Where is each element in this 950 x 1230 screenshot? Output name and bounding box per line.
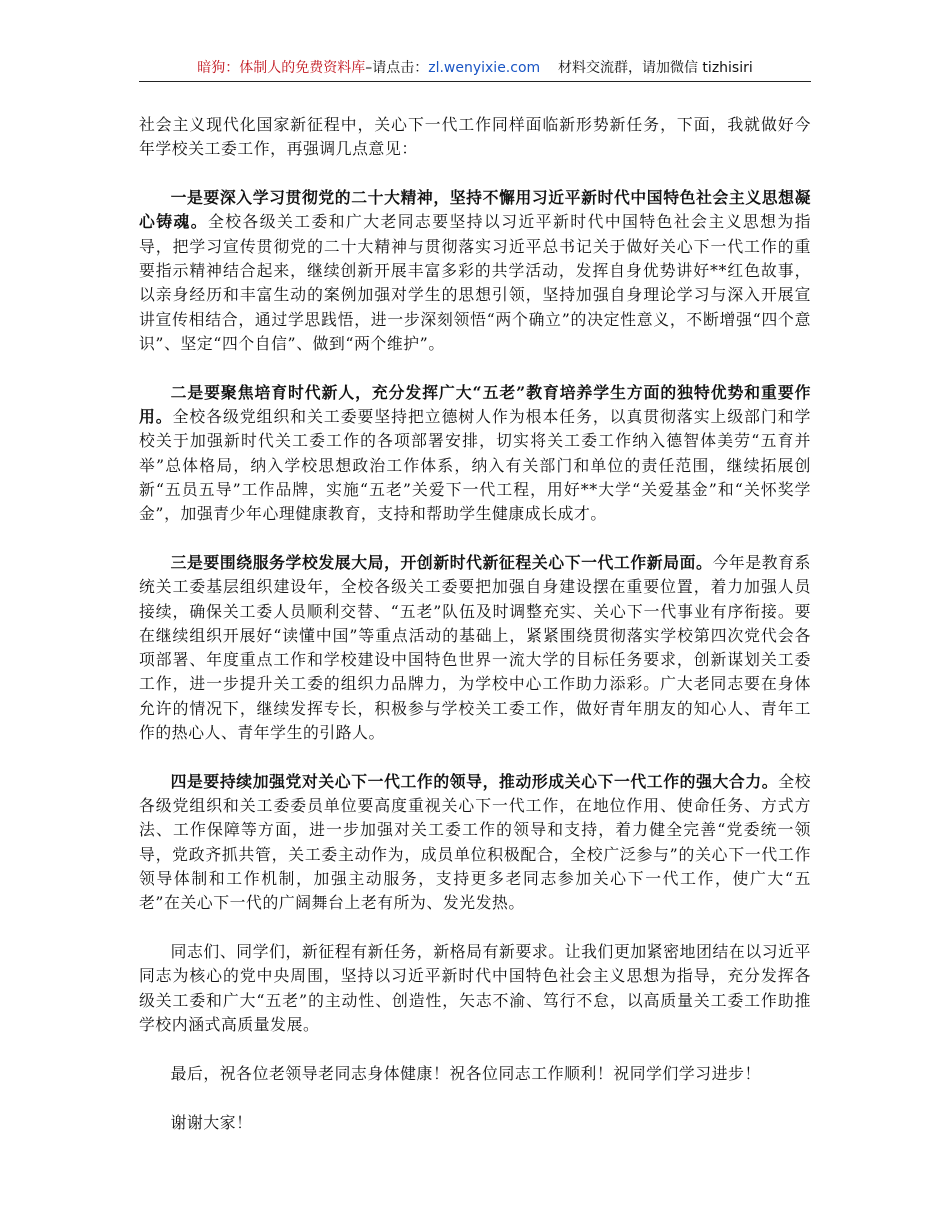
point-3-lead: 三是要围绕服务学校发展大局，开创新时代新征程关心下一代工作新局面。 [170,552,713,572]
header-contact [540,60,753,76]
point-1-lead: 一是要深入学习贯彻党的二十大精神，坚持不懈用习近平新时代中国特色社会主义思想凝心铸魂。 [139,188,811,232]
point-3-body: 今年是教育系统关工委基层组织建设年，全校各级关工委要把加强自身建设摆在重要位置，着力加强人员接续，确保关工委人员顺利交替、“五老”队伍及时调整充实、关心下一代事业有序衔接。要在继续组织开展好“读懂中国”等重点活动的基础上，紧紧围绕贯彻落实学校第四次党代会各项部署、年度重点工作和学校建设中国特色世界一流大学的目标任务要求，创新谋划关工委工作，进一步提升关工委的组织力品牌力，为学校中心工作助力添彩。广大老同志要在身体允许的情况下，继续发挥专长，积极参与学校关工委工作，做好青年朋友的知心人、青年工作的热心人、青年学生的引路人。 [139,552,811,743]
point-4-lead: 四是要持续加强党对关心下一代工作的领导，推动形成关心下一代工作的强大合力。 [170,771,779,791]
intro-paragraph: 社会主义现代化国家新征程中，关心下一代工作同样面临新形势新任务，下面，我就做好今年学校关工委工作，再强调几点意见： [139,115,811,159]
closing-paragraph: 同志们、同学们，新征程有新任务，新格局有新要求。让我们更加紧密地团结在以习近平同志为核心的党中央周围，坚持以习近平新时代中国特色社会主义思想为指导，充分发挥各级关工委和广大“五老”的主动性、创造性，矢志不渝、笃行不怠，以高质量关工委工作助推学校内涵式高质量发展。 [139,942,811,1034]
header-prompt: –请点击： [365,60,429,76]
point-1-paragraph [139,186,811,356]
point-2-lead: 二是要聚焦培育时代新人，充分发挥广大“五老”教育培养学生方面的独特优势和重要作用。 [139,382,811,426]
point-4-body: 全校各级党组织和关工委委员单位要高度重视关心下一代工作，在地位作用、使命任务、方式方法、工作保障等方面，进一步加强对关工委工作的领导和支持，着力健全完善“党委统一领导，党政齐抓共管，关工委主动作为，成员单位积极配合，全校广泛参与”的关心下一代工作领导体制和工作机制，加强主动服务，支持更多老同志参加关心下一代工作，使广大“五老”在关心下一代的广阔舞台上老有所为、发光发热。 [139,771,812,913]
point-1-body: 全校各级关工委和广大老同志要坚持以习近平新时代中国特色社会主义思想为指导，把学习宣传贯彻党的二十大精神与贯彻落实习近平总书记关于做好关心下一代工作的重要指示精神结合起来，继续创新开展丰富多彩的共学活动，发挥自身优势讲好**红色故事，以亲身经历和丰富生动的案例加强对学生的思想引领，坚持加强自身理论学习与深入开展宣讲宣传相结合，通过学思践悟，进一步深刻领悟“两个确立”的决定性意义，不断增强“四个意识”、坚定“四个自信”、做到“两个维护”。 [139,212,811,353]
header-brand: 暗狗：体制人的免费资料库 [197,60,366,76]
point-2-body: 全校各级党组织和关工委要坚持把立德树人作为根本任务，以真贯彻落实上级部门和学校关于加强新时代关工委工作的各项部署安排，切实将关工委工作纳入德智体美劳“五育并举”总体格局，纳入学校思想政治工作体系，纳入有关部门和单位的责任范围，继续拓展创新“五员五导”工作品牌，实施“五老”关爱下一代工程，用好**大学“关爱基金”和“关怀奖学金”，加强青少年心理健康教育，支持和帮助学生健康成长成才。 [139,406,811,524]
wishes-paragraph: 最后，祝各位老领导老同志身体健康！祝各位同志工作顺利！祝同学们学习进步！ [170,1063,761,1083]
point-3-paragraph [139,551,811,745]
document-body [139,113,811,1159]
point-2-paragraph [139,381,811,527]
header-site-link[interactable]: zl.wenyixie.com [428,60,541,76]
thanks-paragraph: 谢谢大家！ [170,1112,253,1132]
header-contact-text: 材料交流群，请加微信 tizhisiri [557,60,753,76]
point-4-paragraph [139,770,811,916]
page-header [139,57,811,82]
